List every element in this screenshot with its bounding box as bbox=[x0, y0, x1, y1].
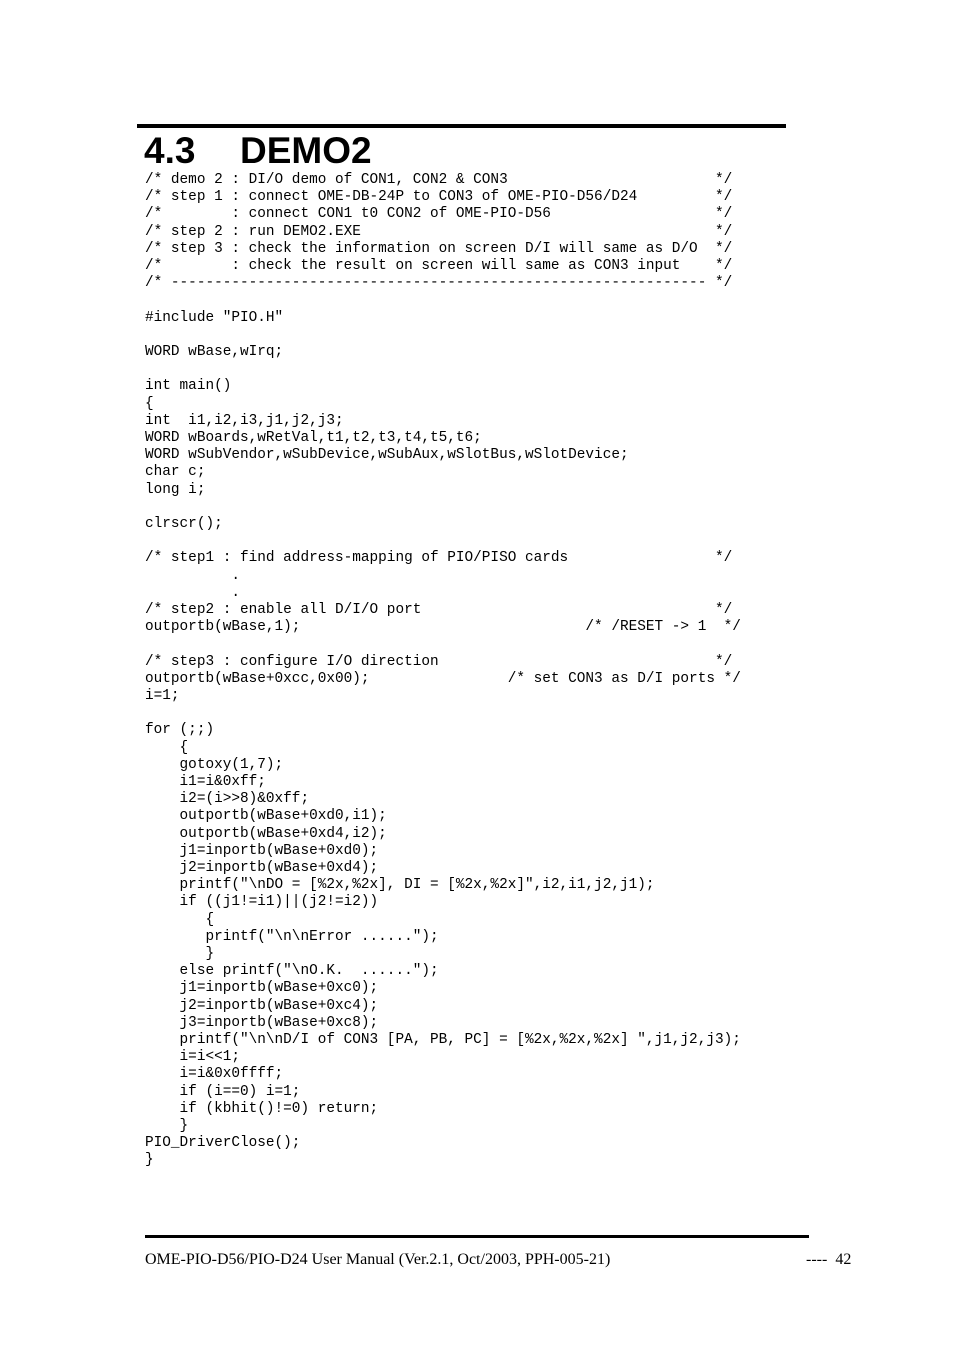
code-line: j2=inportb(wBase+0xc4); bbox=[145, 997, 379, 1014]
code-line: printf("\n\nD/I of CON3 [PA, PB, PC] = [%2x,%2x,%2x] ",j1,j2,j3); bbox=[145, 1032, 741, 1049]
code-line: #include "PIO.H" bbox=[145, 309, 284, 326]
code-listing bbox=[145, 172, 741, 1170]
code-line bbox=[145, 292, 741, 309]
code-line: if (i==0) i=1; bbox=[145, 1083, 301, 1100]
code-line: WORD wSubVendor,wSubDevice,wSubAux,wSlotBus,wSlotDevice; bbox=[145, 447, 629, 464]
code-line: j2=inportb(wBase+0xd4); bbox=[145, 860, 379, 877]
code-line: outportb(wBase+0xcc,0x00); /* set CON3 as D/I ports */ bbox=[145, 670, 741, 687]
code-line: outportb(wBase+0xd4,i2); bbox=[145, 825, 387, 842]
code-line: WORD wBase,wIrq; bbox=[145, 344, 284, 360]
code-line: . bbox=[145, 584, 240, 601]
code-line: } bbox=[145, 1118, 189, 1135]
code-line: /* step 1 : connect OME-DB-24P to CON3 of OME-PIO-D56/D24 */ bbox=[145, 189, 733, 206]
code-line: /* : check the result on screen will same as CON3 input */ bbox=[145, 258, 733, 275]
code-line bbox=[145, 327, 741, 344]
footer-manual-title: OME-PIO-D56/PIO-D24 User Manual (Ver.2.1, Oct/2003, PPH-005-21) bbox=[145, 1251, 611, 1268]
code-line: /* -------------------------------------------------------------- */ bbox=[145, 275, 733, 292]
code-line: clrscr(); bbox=[145, 516, 223, 532]
code-line: j3=inportb(wBase+0xc8); bbox=[145, 1014, 379, 1031]
code-line: . bbox=[145, 567, 240, 584]
code-line: i=1; bbox=[145, 688, 180, 704]
code-line: } bbox=[145, 1152, 154, 1169]
code-line: /* step 3 : check the information on screen D/I will same as D/O */ bbox=[145, 240, 733, 257]
code-line: /* step1 : find address-mapping of PIO/PISO cards */ bbox=[145, 550, 733, 567]
code-line bbox=[145, 705, 741, 722]
code-line: char c; bbox=[145, 464, 206, 481]
code-line bbox=[145, 533, 741, 550]
code-line: gotoxy(1,7); bbox=[145, 756, 284, 773]
code-line: /* demo 2 : DI/O demo of CON1, CON2 & CON3 */ bbox=[145, 172, 733, 188]
code-line: i2=(i>>8)&0xff; bbox=[145, 791, 310, 808]
code-line: for (;;) bbox=[145, 722, 215, 739]
code-line: /* step3 : configure I/O direction */ bbox=[145, 653, 733, 670]
code-line: i=i&0x0ffff; bbox=[145, 1066, 284, 1083]
code-line: WORD wBoards,wRetVal,t1,t2,t3,t4,t5,t6; bbox=[145, 430, 482, 446]
section-number: 4.3 bbox=[144, 130, 196, 171]
code-line: /* step2 : enable all D/I/O port */ bbox=[145, 602, 733, 618]
code-line: { bbox=[145, 739, 189, 756]
code-line: /* step 2 : run DEMO2.EXE */ bbox=[145, 223, 733, 240]
code-line: if (kbhit()!=0) return; bbox=[145, 1100, 379, 1117]
code-line: long i; bbox=[145, 481, 206, 498]
code-line: i=i<<1; bbox=[145, 1049, 240, 1066]
code-line bbox=[145, 636, 741, 653]
code-line: { bbox=[145, 911, 215, 928]
code-line: j1=inportb(wBase+0xc0); bbox=[145, 980, 379, 997]
code-line: printf("\n\nError ......"); bbox=[145, 928, 439, 945]
code-line: { bbox=[145, 395, 154, 412]
page-number: ---- 42 bbox=[806, 1251, 852, 1268]
code-line: PIO_DriverClose(); bbox=[145, 1135, 301, 1152]
code-line bbox=[145, 361, 741, 378]
code-line: outportb(wBase,1); /* /RESET -> 1 */ bbox=[145, 619, 741, 636]
bottom-rule bbox=[145, 1235, 809, 1238]
code-line: else printf("\nO.K. ......"); bbox=[145, 963, 439, 980]
code-line: } bbox=[145, 946, 215, 963]
code-line: if ((j1!=i1)||(j2!=i2)) bbox=[145, 894, 379, 911]
code-line: int main() bbox=[145, 378, 232, 395]
code-line bbox=[145, 499, 741, 516]
section-heading bbox=[144, 128, 372, 174]
code-line: outportb(wBase+0xd0,i1); bbox=[145, 808, 387, 825]
code-line: i1=i&0xff; bbox=[145, 774, 266, 790]
code-line: j1=inportb(wBase+0xd0); bbox=[145, 842, 379, 859]
code-line: int i1,i2,i3,j1,j2,j3; bbox=[145, 412, 344, 429]
code-line: printf("\nDO = [%2x,%2x], DI = [%2x,%2x]",i2,i1,j2,j1); bbox=[145, 877, 655, 894]
section-title: DEMO2 bbox=[240, 130, 372, 171]
code-line: /* : connect CON1 t0 CON2 of OME-PIO-D56 */ bbox=[145, 206, 733, 223]
